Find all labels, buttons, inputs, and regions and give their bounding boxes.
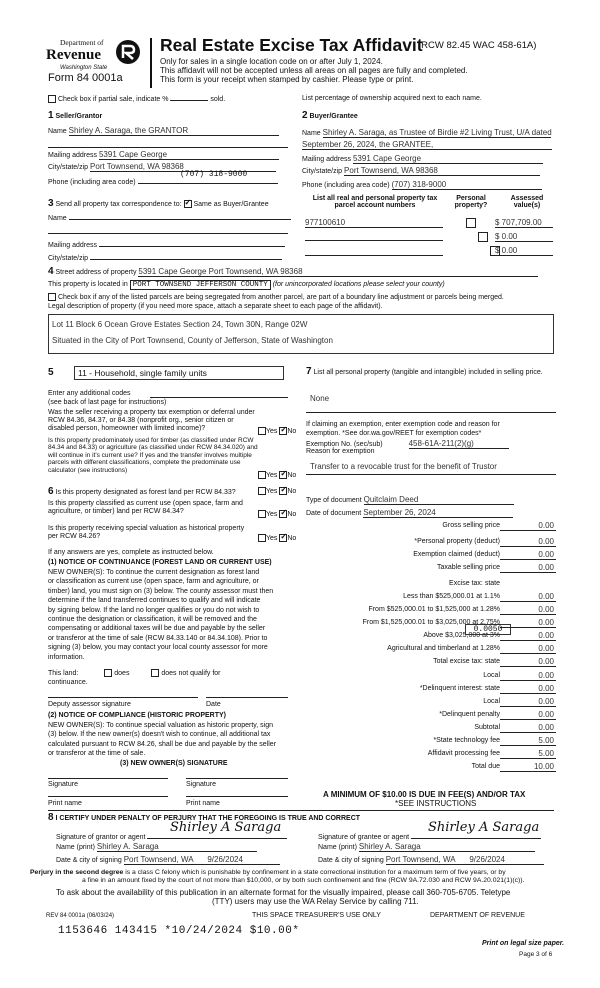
grantee-signature-scribble: Shirley A Saraga: [428, 820, 540, 835]
tax-row-label: Subtotal: [474, 724, 500, 731]
tax-row-value[interactable]: 0.00: [538, 592, 554, 601]
revenue-seal-icon: [114, 38, 142, 66]
grantee-date-field[interactable]: Port Townsend, WA 9/26/2024: [386, 855, 544, 865]
doc-date-field[interactable]: September 26, 2024: [363, 508, 513, 518]
s6-q3-no-checkbox[interactable]: [279, 534, 287, 542]
notice-continuance-line: information.: [48, 653, 85, 661]
notice-continuance-line: or classification as current use (open space, farm and agriculture, or: [48, 578, 259, 586]
s6-q2-options: Yes ✓ No: [258, 510, 296, 518]
tax-row-value[interactable]: 0.00: [538, 521, 554, 530]
notice-continuance-line: continue the designation or classification, it will be removed and the: [48, 616, 257, 624]
partial-sale-label: Check box if partial sale, indicate %: [57, 95, 169, 103]
new-owner-signature-1[interactable]: [48, 778, 168, 779]
tax-row-label: Above $3,025,000 at 3%: [423, 632, 500, 639]
accessibility-line-1: To ask about the availability of this publication in an alternate format for the visually impaired, please call 360-705-6705. Teletype: [56, 888, 511, 897]
tax-row-line: [500, 614, 556, 615]
dor-label: DEPARTMENT OF REVENUE: [430, 912, 525, 919]
buyer-city-field[interactable]: Port Townsend, WA 98368: [344, 166, 540, 176]
reason-line: [306, 474, 556, 475]
header-divider: [150, 38, 152, 88]
exemption-no-field[interactable]: 458-61A-211(2)(g): [409, 439, 509, 449]
notice-continuance-heading: (1) NOTICE OF CONTINUANCE (FOREST LAND OR CURRENT USE): [48, 559, 272, 566]
tax-row-label: From $1,525,000.01 to $3,025,000 at 2.75%: [362, 619, 500, 626]
assessed-value-2[interactable]: $ 0.00: [495, 232, 553, 242]
grantee-print-row: Name (print) Shirley A. Saraga: [318, 842, 535, 852]
notice-continuance-line: or transferor at the time of sale (RCW 84.33.140 or 84.34.108). Prior to: [48, 634, 268, 642]
tax-row-line: [500, 601, 556, 602]
page-number: Page 3 of 6: [519, 951, 553, 958]
legal-paper-note: Print on legal size paper.: [482, 940, 565, 947]
tax-row-line: [500, 771, 556, 772]
tax-row-line: [500, 546, 556, 547]
buyer-name-row: Name Shirley A. Saraga, as Trustee of Birdie #2 Living Trust, U/A dated: [302, 128, 552, 137]
ownership-note: List percentage of ownership acquired next to each name.: [302, 95, 482, 102]
s6-q1-yes-checkbox[interactable]: [258, 487, 266, 495]
dept-line-2: Revenue: [46, 47, 101, 63]
s7-line: [306, 412, 556, 413]
s6-q1-options: Yes ✓ No: [258, 487, 296, 495]
grantor-date-field[interactable]: Port Townsend, WA 9/26/2024: [124, 855, 280, 865]
same-as-buyer-checkbox[interactable]: [184, 200, 192, 208]
parcel-number-1[interactable]: 977100610: [305, 218, 443, 228]
legal-desc-label: Legal description of property (if you need more space, attach a separate sheet to each page of the affidavit).: [48, 303, 383, 310]
buyer-name-field-1[interactable]: Shirley A. Saraga, as Trustee of Birdie #2 Living Trust, U/A dated: [322, 128, 552, 137]
grantee-signature-row: Signature of grantee or agent: [318, 829, 541, 841]
deputy-signature-field[interactable]: [48, 697, 198, 698]
reason-field[interactable]: Transfer to a revocable trust for the benefit of Trustor: [310, 462, 497, 471]
notice-compliance-line: NEW OWNER(S): To continue special valuation as historic property, sign: [48, 722, 273, 729]
tax-row-value[interactable]: 10.00: [533, 762, 554, 771]
tax-row-value[interactable]: 0.00: [538, 631, 554, 640]
tax-row-label: *Personal property (deduct): [414, 538, 500, 545]
s6-q2-yes-checkbox[interactable]: [258, 510, 266, 518]
partial-sold-label: sold.: [210, 95, 226, 103]
s3-mail-row: Mailing address: [48, 239, 285, 249]
s5-question-2: Is this property predominately used for timber (as classified under RCW 84.34 and 84.33) or agriculture (as classified under RCW 84.34.020) and will continue in it's current use? If yes and the transfer involves multiple parcels with different classifications, complete the predominate use calculator (see instructions): [48, 437, 258, 474]
form-title-ref: (RCW 82.45 WAC 458-61A): [418, 40, 537, 51]
s5-q1-no-checkbox[interactable]: [279, 427, 287, 435]
buyer-mail-row: Mailing address 5391 Cape George: [302, 154, 543, 164]
grantor-signature-row: Signature of grantor or agent: [56, 829, 287, 841]
assessed-value-1[interactable]: $ 707,709.00: [495, 218, 553, 228]
assessed-value-header: Assessed value(s): [510, 195, 544, 209]
grantee-print-field[interactable]: Shirley A. Saraga: [359, 842, 535, 852]
new-owner-signature-2[interactable]: [186, 778, 288, 779]
notice-continuance-line: NEW OWNER(S): To continue the current designation as forest land: [48, 569, 260, 576]
s3-name-line2: [48, 233, 288, 234]
tax-row-label: Exemption claimed (deduct): [413, 551, 500, 558]
partial-sale-row: [48, 95, 225, 103]
location-select[interactable]: PORT TOWNSEND JEFFERSON COUNTY: [130, 280, 271, 290]
dept-line-3: Washington State: [60, 65, 108, 71]
form-title: Real Estate Excise Tax Affidavit: [160, 35, 423, 55]
parcels-header: List all real and personal property tax parcel account numbers: [312, 195, 438, 209]
grantor-print-row: Name (print) Shirley A. Saraga: [56, 842, 257, 852]
seller-name-row: Name Shirley A. Saraga, the GRANTOR: [48, 126, 288, 136]
tax-row-line: [500, 666, 556, 667]
accessibility-line-2: (TTY) users may use the WA Relay Service by calling 711.: [212, 897, 419, 906]
treasurer-use-label: THIS SPACE TREASURER'S USE ONLY: [252, 912, 381, 919]
tax-row-line: [500, 758, 556, 759]
tax-row-line: [500, 693, 556, 694]
s5-q2-yes-checkbox[interactable]: [258, 471, 266, 479]
property-address-field[interactable]: 5391 Cape George Port Townsend, WA 98368: [138, 267, 538, 277]
notice-continuance-line: timber) land, you must sign on (3) below. The county assessor must then: [48, 587, 274, 595]
s5-question-1: Was the seller receiving a property tax exemption or deferral under RCW 84.36, 84.37, or 84.38 (nonprofit org., senior citizen or disabled person, homeowner with limited income)?: [48, 409, 255, 433]
segregation-checkbox[interactable]: [48, 293, 56, 301]
exemption-no-row: Exemption No. (sec/sub) 458-61A-211(2)(g): [306, 439, 509, 449]
dept-line-1: Department of: [60, 38, 104, 47]
segregation-row: Check box if any of the listed parcels are being segregated from another parcel, are part of a boundary line adjustment or parcels being merged.: [48, 293, 504, 301]
tax-row-label: Local: [483, 698, 500, 705]
seller-mail-field[interactable]: 5391 Cape George: [99, 150, 279, 160]
notice-compliance-line: calculated pursuant to RCW 84.26, shall be due and payable by the seller: [48, 740, 277, 748]
tax-row-value[interactable]: 0.00: [538, 618, 554, 627]
doc-type-row: Type of document Quitclaim Deed: [306, 495, 514, 505]
seller-city-row: City/state/zip Port Townsend, WA 98368: [48, 162, 276, 172]
deputy-date-field[interactable]: [206, 697, 288, 698]
tax-row-line: [500, 559, 556, 560]
seller-city-field[interactable]: Port Townsend, WA 98368: [90, 162, 276, 172]
form-number: Form 84 0001a: [48, 72, 123, 84]
revision-number: REV 84 0001a (06/03/24): [46, 913, 115, 919]
seller-name-field[interactable]: Shirley A. Saraga, the GRANTOR: [69, 126, 279, 136]
s6-q1-no-checkbox[interactable]: [279, 487, 287, 495]
s6-q3-options: Yes ✓ No: [258, 534, 296, 542]
additional-codes-note: (see back of last page for instructions): [48, 399, 167, 406]
seller-name-line2: [48, 147, 288, 148]
additional-codes-label: Enter any additional codes: [48, 390, 131, 397]
s6-question-3: Is this property receiving special valuation as historical property per RCW 84.26?: [48, 525, 245, 541]
tax-row-value[interactable]: 0.00: [538, 710, 554, 719]
s6-question-1-row: 6 Is this property designated as forest land per RCW 84.33?: [48, 486, 236, 497]
tax-row-value[interactable]: 0.00: [538, 537, 554, 546]
buyer-phone-row: Phone (including area code) (707) 318-9000: [302, 180, 542, 190]
tax-row-value[interactable]: 0.00: [538, 605, 554, 614]
legal-description-box[interactable]: [48, 314, 554, 354]
parcel-number-2[interactable]: [305, 240, 443, 241]
new-owner-print-1[interactable]: [48, 796, 168, 797]
tax-row-value[interactable]: 0.00: [538, 657, 554, 666]
tax-row-value[interactable]: 0.00: [538, 684, 554, 693]
s5-q1-yes-checkbox[interactable]: [258, 427, 266, 435]
s6-instructions: If any answers are yes, complete as instructed below.: [48, 549, 214, 556]
land-use-code-select[interactable]: 11 - Household, single family units: [74, 366, 284, 380]
grantor-print-field[interactable]: Shirley A. Saraga: [97, 842, 257, 852]
new-owner-print-2[interactable]: [186, 796, 288, 797]
tax-row-label: Taxable selling price: [436, 564, 500, 571]
notice-continuance-line: compensating or additional taxes will be due and payable by the seller: [48, 625, 266, 633]
notice-compliance-line: or transferor at the time of sale.: [48, 750, 146, 758]
land-qualify-row: This land: does does not qualify for: [48, 669, 221, 677]
s3-row: 3 Send all property tax correspondence to: ✓ Same as Buyer/Grantee: [48, 198, 269, 209]
assessed-value-3[interactable]: $ 0.00: [495, 246, 553, 256]
s6-q3-yes-checkbox[interactable]: [258, 534, 266, 542]
s3-name-field[interactable]: [69, 212, 291, 220]
tax-row-label: From $525,000.01 to $1,525,000 at 1.28%: [368, 606, 500, 613]
tax-row-label: *Delinquent penalty: [439, 711, 500, 718]
s5-q2-no-checkbox[interactable]: [279, 471, 287, 479]
additional-codes-field[interactable]: [150, 397, 288, 398]
s6-q2-no-checkbox[interactable]: [279, 510, 287, 518]
legal-line-2: Situated in the City of Port Townsend, County of Jefferson, State of Washington: [52, 336, 333, 345]
s5-number: 5: [48, 367, 54, 378]
tax-row-label: *Delinquent interest: state: [419, 685, 500, 692]
tax-row-label: Affidavit processing fee: [427, 750, 500, 757]
header-line-2: This affidavit will not be accepted unless all areas on all pages are fully and completed.: [160, 66, 468, 75]
s4-street-row: 4 Street address of property 5391 Cape George Port Townsend, WA 98368: [48, 266, 538, 277]
deputy-date-label: Date: [206, 701, 221, 708]
treasurer-stamp: 1153646 143415 *10/24/2024 $10.00*: [58, 925, 300, 937]
seller-phone-value: (707) 318-9000: [180, 170, 248, 179]
tax-row-label: Gross selling price: [442, 522, 500, 529]
s5-q1-options: Yes ✓ No: [258, 427, 296, 435]
sig-label-2: Signature: [186, 781, 216, 788]
personal-property-checkbox-1[interactable]: [466, 218, 476, 228]
partial-sale-checkbox[interactable]: [48, 95, 56, 103]
tax-row-line: [500, 732, 556, 733]
tax-row-line: [500, 745, 556, 746]
tax-row-label: Excise tax: state: [449, 580, 500, 587]
tax-row-value[interactable]: 5.00: [538, 736, 554, 745]
grantee-date-row: Date & city of signing Port Townsend, WA 9/26/2024: [318, 855, 544, 865]
s8-top-rule: [48, 810, 554, 811]
s3-city-field[interactable]: [90, 252, 282, 260]
parcel-number-3[interactable]: [305, 255, 443, 256]
does-not-qualify-checkbox[interactable]: [151, 669, 159, 677]
s8-heading: 8 I CERTIFY UNDER PENALTY OF PERJURY THAT THE FOREGOING IS TRUE AND CORRECT: [48, 812, 361, 823]
tax-row-label: Total due: [471, 763, 500, 770]
new-owner-sig-heading: (3) NEW OWNER(S) SIGNATURE: [120, 760, 228, 767]
notice-compliance-line: (3) below. If the new owner(s) doesn't wish to continue, all additional tax: [48, 731, 271, 739]
sig-label-1: Signature: [48, 781, 78, 788]
reason-label: Reason for exemption: [306, 448, 375, 455]
personal-property-header: Personal property?: [454, 195, 488, 209]
notice-compliance-heading: (2) NOTICE OF COMPLIANCE (HISTORIC PROPERTY): [48, 712, 226, 719]
notice-continuance-line: by signing below. If the land no longer qualifies or you do not wish to: [48, 606, 260, 614]
tax-row-label: Agricultural and timberland at 1.28%: [387, 645, 500, 652]
minimum-due-line-2: *SEE INSTRUCTIONS: [395, 799, 477, 808]
print-label-2: Print name: [186, 800, 220, 807]
exemption-instr-2: exemption. *See dor.wa.gov/REET for exemption codes*: [306, 430, 482, 437]
notice-continuance-line: determine if the land transferred continues to qualify and will indicate: [48, 597, 261, 605]
tax-row-label: Total excise tax: state: [433, 658, 500, 665]
s3-city-row: City/state/zip: [48, 252, 282, 262]
s3-name-row: Name: [48, 212, 291, 222]
notice-compliance-text: [48, 721, 276, 759]
seller-heading: 1 Seller/Grantor: [48, 110, 103, 121]
tax-row-value[interactable]: 5.00: [538, 749, 554, 758]
does-qualify-checkbox[interactable]: [104, 669, 112, 677]
tax-row-value[interactable]: 0.00: [538, 723, 554, 732]
tax-row-value[interactable]: 0.00: [538, 644, 554, 653]
doc-type-field[interactable]: Quitclaim Deed: [364, 495, 514, 505]
header-line-3: This form is your receipt when stamped by cashier. Please type or print.: [160, 75, 414, 84]
tax-row-line: [500, 706, 556, 707]
notice-continuance-line: signing (3) below, you may contact your local county assessor for more: [48, 644, 268, 652]
buyer-mail-field[interactable]: 5391 Cape George: [353, 154, 543, 164]
tax-row-value[interactable]: 0.00: [538, 697, 554, 706]
personal-property-checkbox-2[interactable]: [478, 232, 488, 242]
buyer-city-row: City/state/zip Port Townsend, WA 98368: [302, 166, 540, 176]
tax-row-line: [500, 572, 556, 573]
print-label-1: Print name: [48, 800, 82, 807]
tax-row-line: [500, 640, 556, 641]
tax-row-line: [500, 653, 556, 654]
buyer-name-field-2[interactable]: September 26, 2024, the GRANTEE,: [302, 140, 552, 150]
partial-percent-field[interactable]: [170, 100, 208, 101]
continuance-label: continuance.: [48, 679, 88, 686]
s3-mail-field[interactable]: [99, 239, 285, 247]
tax-row-label: *State technology fee: [433, 737, 500, 744]
seller-mail-row: Mailing address 5391 Cape George: [48, 150, 279, 160]
buyer-phone-field[interactable]: (707) 318-9000: [392, 180, 542, 190]
s4-location-row: This property is located in PORT TOWNSEND JEFFERSON COUNTY (for unincorporated locations please select your county): [48, 281, 445, 289]
tax-row-label: Less than $525,000.01 at 1.1%: [403, 593, 500, 600]
tax-row-line: [500, 719, 556, 720]
personal-property-value[interactable]: None: [310, 394, 330, 403]
perjury-line-2: a fine in an amount fixed by the court of not more than $10,000, or by both such confinement and fine (RCW 9A.72.030 and RCW 9A.20.021(1)(c)).: [82, 877, 525, 884]
notice-continuance-text: [48, 568, 273, 662]
tax-row-line: [500, 530, 556, 531]
deputy-signature-label: Deputy assessor signature: [48, 701, 131, 708]
legal-line-1: Lot 11 Block 6 Ocean Grove Estates Section 24, Town 30N, Range 02W: [52, 320, 308, 329]
tax-row-line: [500, 680, 556, 681]
grantor-date-row: Date & city of signing Port Townsend, WA 9/26/2024: [56, 855, 280, 865]
doc-date-row: Date of document September 26, 2024: [306, 508, 513, 518]
exemption-instr-1: If claiming an exemption, enter exemption code and reason for: [306, 421, 500, 428]
perjury-line-1: Perjury in the second degree is a class C felony which is punishable by confinement in a state correctional institution for a maximum term of five years, or by: [30, 869, 506, 876]
seller-phone-row: Phone (including area code): [48, 176, 278, 186]
local-tax-rate: 0.0050: [465, 624, 511, 635]
s6-question-2: Is this property classified as current use (open space, farm and agriculture, or timber) land per RCW 84.34?: [48, 500, 243, 516]
s7-label: 7 List all personal property (tangible and intangible) included in selling price.: [306, 366, 543, 377]
s5-q2-options: Yes ✓ No: [258, 471, 296, 479]
minimum-due-line-1: A MINIMUM OF $10.00 IS DUE IN FEE(S) AND/OR TAX: [323, 790, 526, 799]
tax-row-label: Local: [483, 672, 500, 679]
header-line-1: Only for sales in a single location code on or after July 1, 2024.: [160, 57, 383, 66]
tax-row-value[interactable]: 0.00: [538, 563, 554, 572]
grantor-signature-scribble: Shirley A Saraga: [170, 820, 282, 835]
tax-row-value[interactable]: 0.00: [538, 671, 554, 680]
tax-row-value[interactable]: 0.00: [538, 550, 554, 559]
buyer-heading: 2 Buyer/Grantee: [302, 110, 358, 121]
